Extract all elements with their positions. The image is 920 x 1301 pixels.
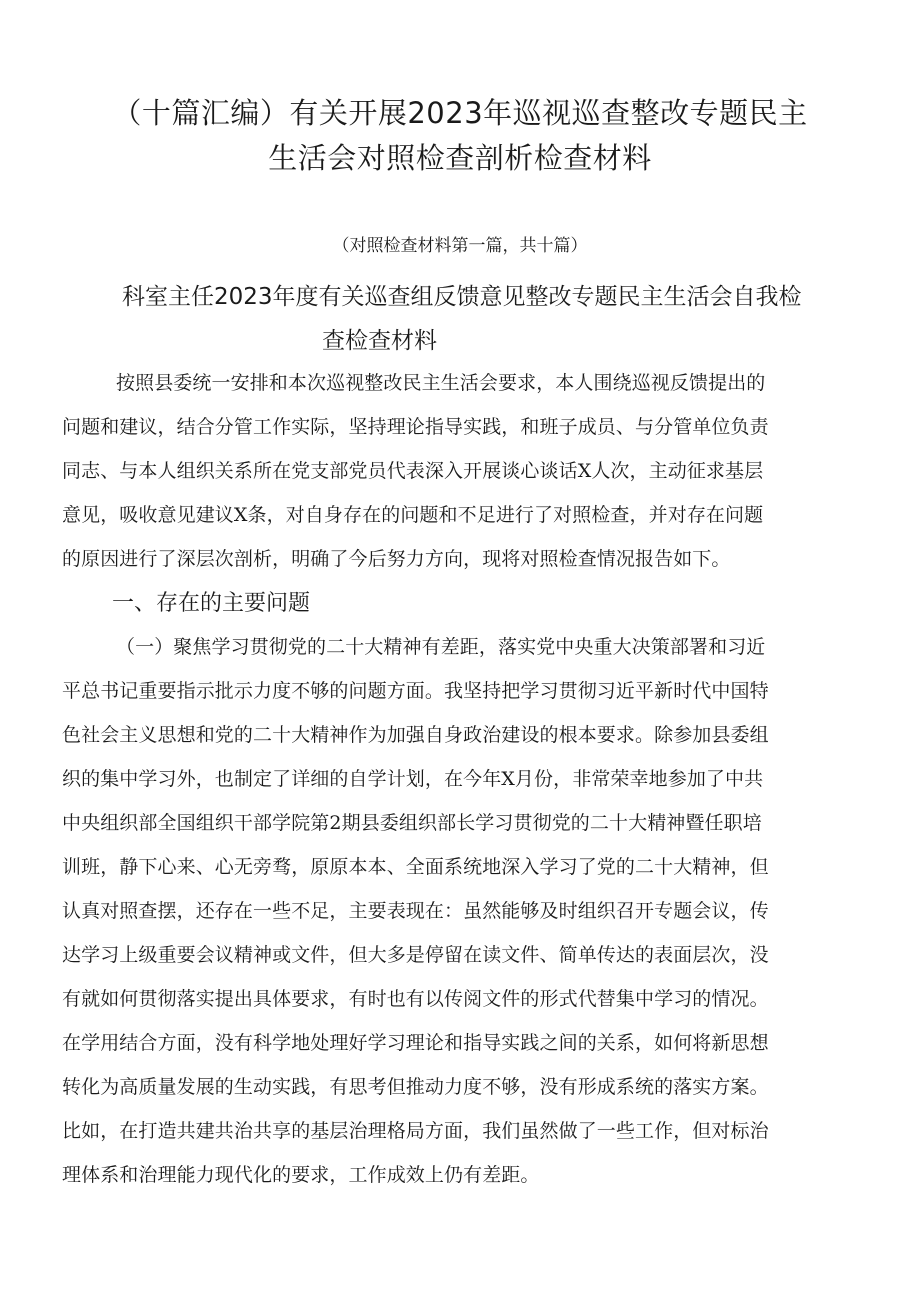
section-paragraph-line: 织的集中学习外，也制定了详细的自学计划，在今年X月份，非常荣幸地参加了中共 — [62, 768, 764, 790]
section-paragraph-line: 训班，静下心来、心无旁骛，原原本本、全面系统地深入学习了党的二十大精神，但 — [62, 856, 769, 878]
intro-paragraph-line: 同志、与本人组织关系所在党支部党员代表深入开展谈心谈话X人次，主动征求基层 — [62, 460, 764, 482]
document-title-line-1: （十篇汇编）有关开展2023年巡视巡查整改专题民主 — [112, 96, 808, 130]
section-heading: 一、存在的主要问题 — [112, 591, 311, 616]
section-paragraph-line: 平总书记重要指示批示力度不够的问题方面。我坚持把学习贯彻习近平新时代中国特 — [62, 680, 769, 702]
intro-paragraph-line: 的原因进行了深层次剖析，明确了今后努力方向，现将对照检查情况报告如下。 — [62, 548, 731, 570]
intro-paragraph-line: 按照县委统一安排和本次巡视整改民主生活会要求，本人围绕巡视反馈提出的 — [116, 372, 766, 394]
section-paragraph-line: 在学用结合方面，没有科学地处理好学习理论和指导实践之间的关系，如何将新思想 — [62, 1032, 769, 1054]
section-paragraph-line: 有就如何贯彻落实提出具体要求，有时也有以传阅文件的形式代替集中学习的情况。 — [62, 988, 769, 1010]
section-paragraph-line: 色社会主义思想和党的二十大精神作为加强自身政治建设的根本要求。除参加县委组 — [62, 724, 769, 746]
section-paragraph-line: （一）聚焦学习贯彻党的二十大精神有差距，落实党中央重大决策部署和习近 — [116, 636, 766, 658]
intro-paragraph-line: 问题和建议，结合分管工作实际，坚持理论指导实践，和班子成员、与分管单位负责 — [62, 416, 769, 438]
section-paragraph-line: 转化为高质量发展的生动实践，有思考但推动力度不够，没有形成系统的落实方案。 — [62, 1076, 769, 1098]
section-paragraph-line: 认真对照查摆，还存在一些不足，主要表现在：虽然能够及时组织召开专题会议，传 — [62, 900, 769, 922]
article-heading-line-1: 科室主任2023年度有关巡查组反馈意见整改专题民主生活会自我检 — [122, 284, 802, 310]
section-paragraph-line: 达学习上级重要会议精神或文件，但大多是停留在读文件、简单传达的表面层次，没 — [62, 944, 769, 966]
intro-paragraph-line: 意见，吸收意见建议X条，对自身存在的问题和不足进行了对照检查，并对存在问题 — [62, 504, 764, 526]
section-paragraph-line: 理体系和治理能力现代化的要求，工作成效上仍有差距。 — [62, 1164, 540, 1186]
article-heading-line-2: 查检查材料 — [322, 328, 437, 354]
document-subtitle: （对照检查材料第一篇，共十篇） — [332, 236, 588, 256]
section-paragraph-line: 中央组织部全国组织干部学院第2期县委组织部长学习贯彻党的二十大精神暨任职培 — [62, 812, 762, 834]
document-title-line-2: 生活会对照检查剖析检查材料 — [268, 141, 652, 175]
section-paragraph-line: 比如，在打造共建共治共享的基层治理格局方面，我们虽然做了一些工作，但对标治 — [62, 1120, 769, 1142]
